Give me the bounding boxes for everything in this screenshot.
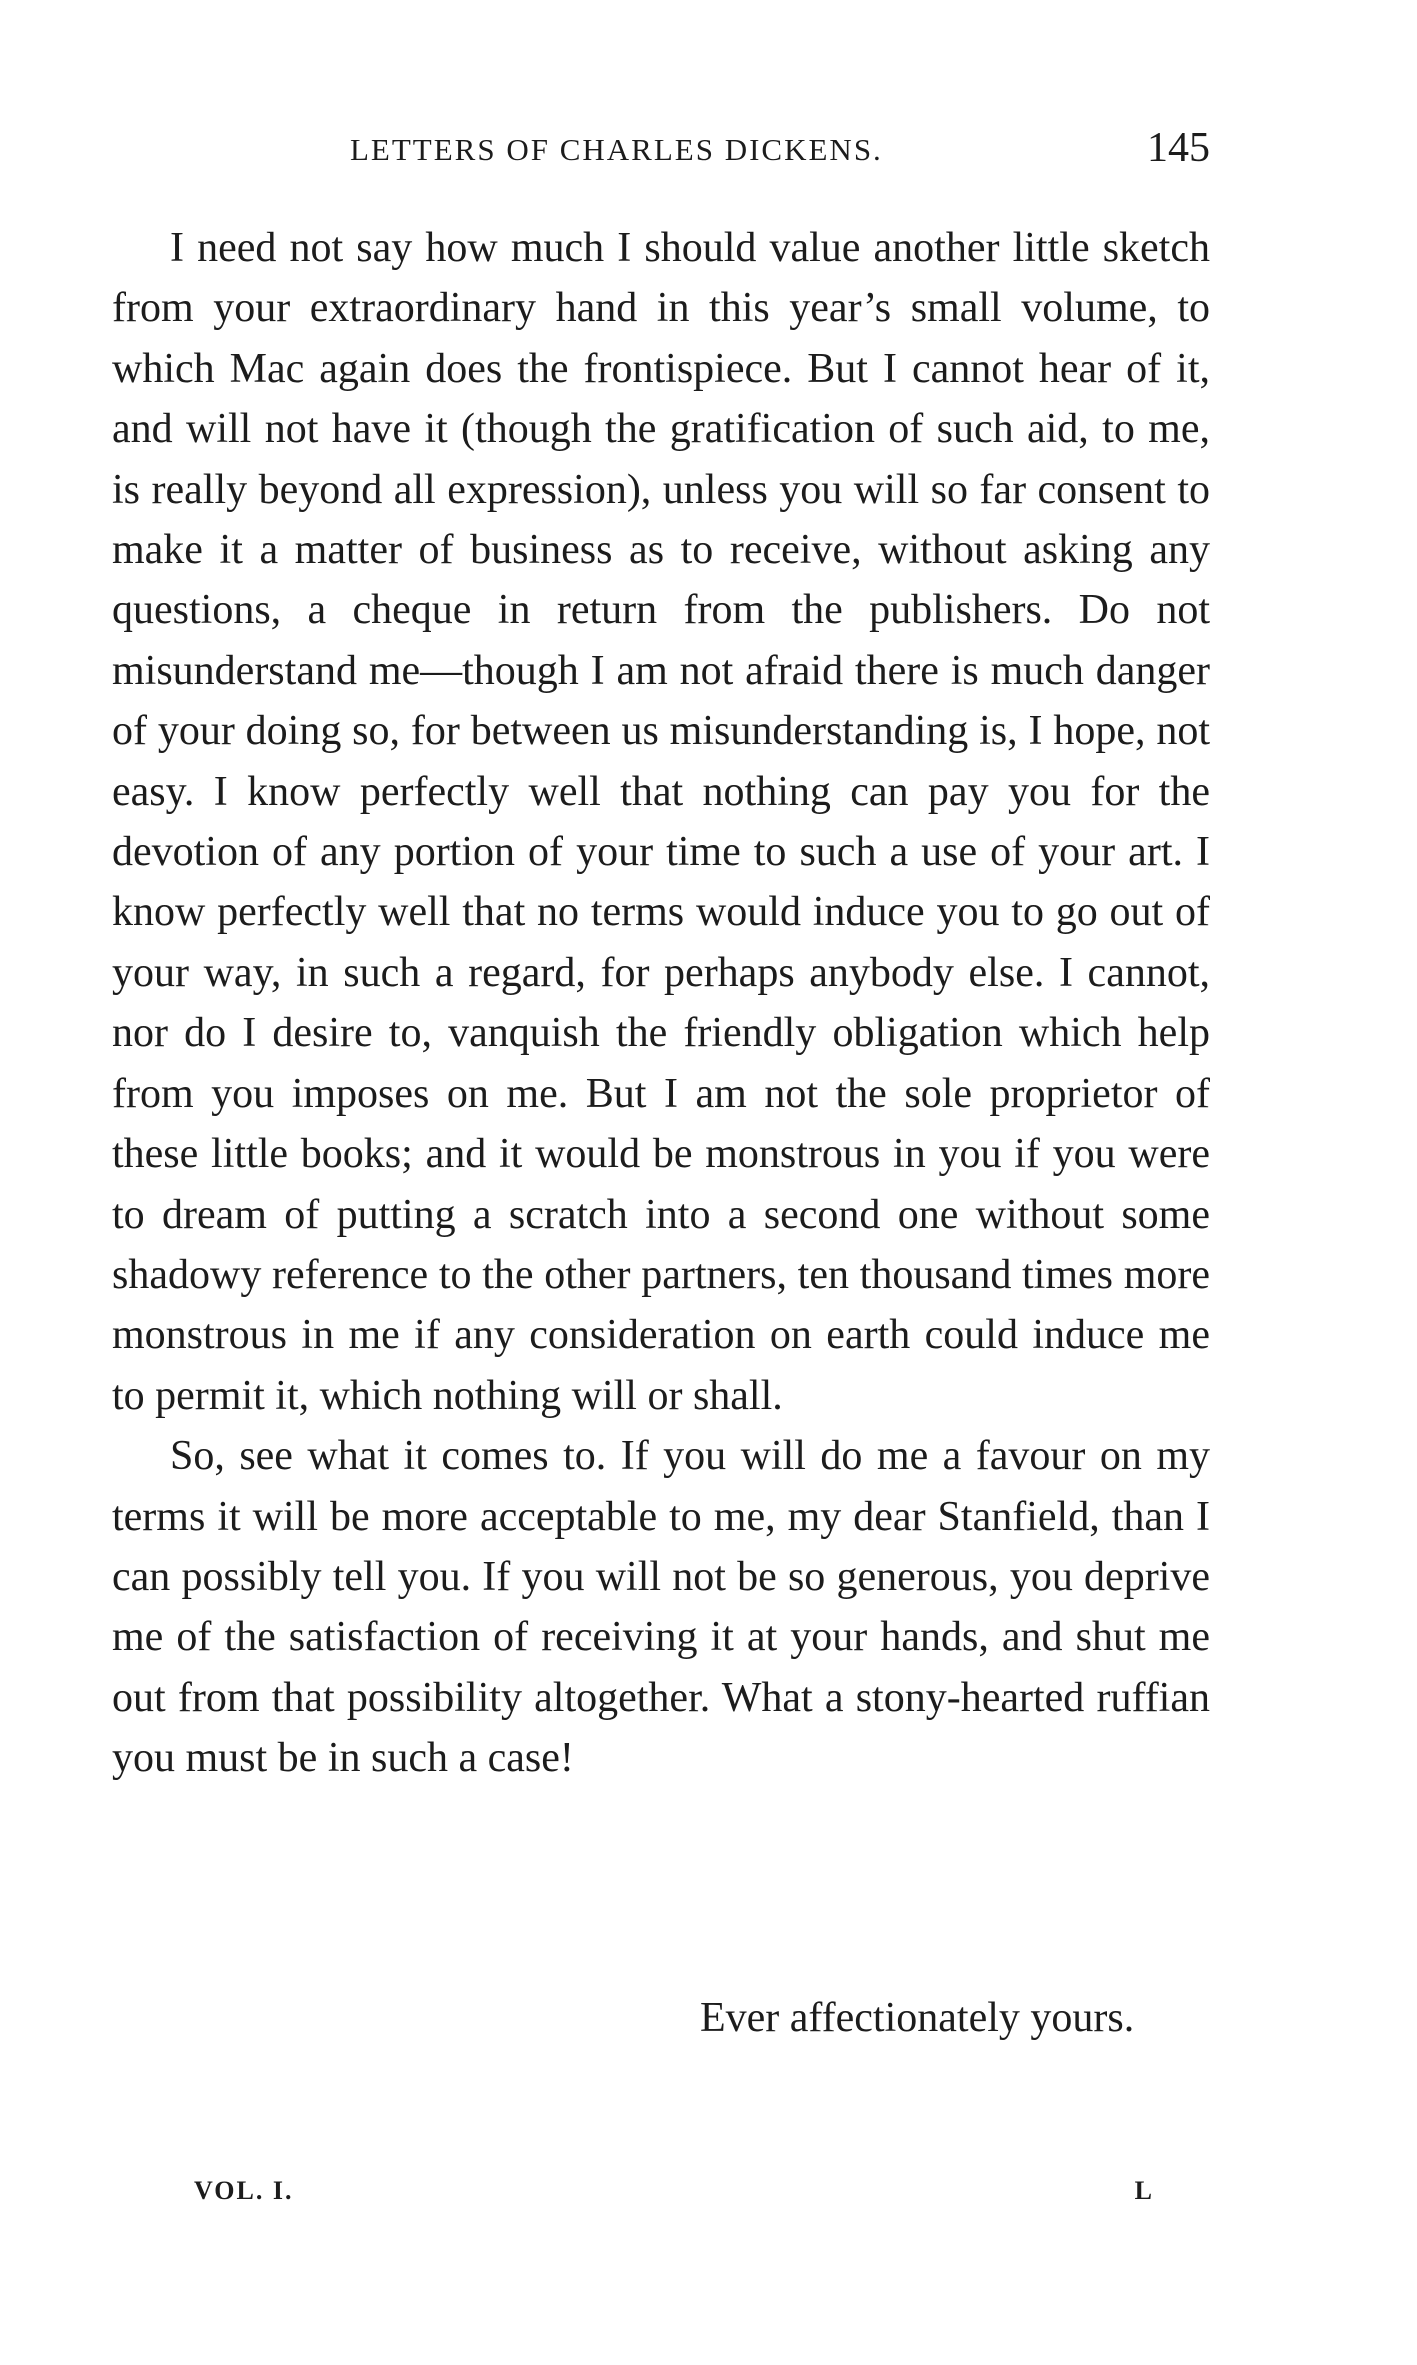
letter-body [112,218,1210,1789]
running-head [110,124,1210,184]
page-footer [194,2176,1154,2216]
volume-label: VOL. I. [194,2176,294,2205]
paragraph-2: So, see what it comes to. If you will do me a favour on my terms it will be more acceptable to me, my dear Stanfield, than I can possibly tell you. If you will not be so generous, you deprive me of the satisfaction of receiving it at your hands, and shut me out from that possibility altogether. What a stony-hearted ruffian you must be in such a case! [112,1433,1210,1782]
running-title: LETTERS OF CHARLES DICKENS. [350,132,883,167]
signature-mark: L [1134,2176,1154,2205]
letter-closing: Ever affectionately yours. [700,1995,1135,2041]
paragraph-1: I need not say how much I should value another little sketch from your extraordinary hand in this year’s small volume, to which Mac again does the frontispiece. But I cannot hear of it, and will not have it (though the gratification of such aid, to me, is really beyond all expression), unless you will so far consent to make it a matter of business as to receive, without asking any questions, a cheque in return from the publishers. Do not misunderstand me—though I am not afraid there is much danger of your doing so, for between us misunderstanding is, I hope, not easy. I know perfectly well that nothing can pay you for the devotion of any portion of your time to such a use of your art. I know perfectly well that no terms would induce you to go out of your way, in such a regard, for perhaps anybody else. I cannot, nor do I desire to, vanquish the friendly obligation which help from you imposes on me. But I am not the sole proprietor of these little books; and it would be monstrous in you if you were to dream of putting a scratch into a second one without some shadowy reference to the other partners, ten thousand times more monstrous in me if any consideration on earth could induce me to permit it, which nothing will or shall. [112,225,1210,1419]
page-number: 145 [1147,125,1210,171]
